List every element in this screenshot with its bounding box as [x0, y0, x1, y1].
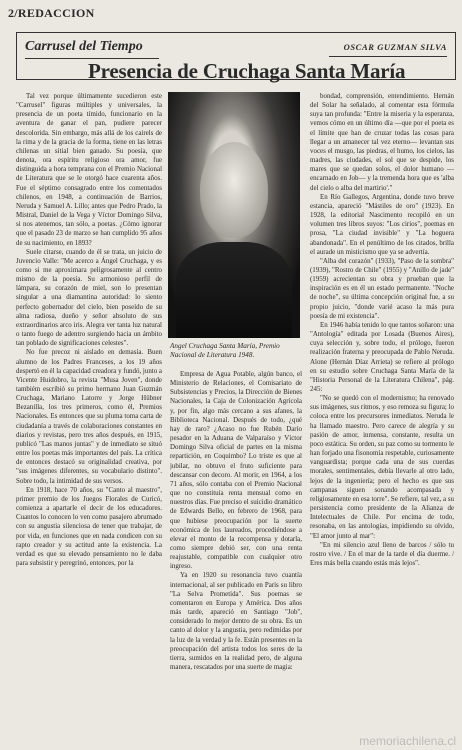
paragraph: En 1946 había tenido lo que tantos soñaron: una "Antología" editada por Losada (Buenos Aires), cuya selección y, sobre todo, el prólogo, fueron realización fraterna y preocupada de Pablo Neruda. Alone (Hernán Díaz Arrieta) se refiere al prólogo en su estudio sobre Cruchaga Santa María de la "Historia Personal de la Literatura Chilena", pág. 245: — [310, 320, 454, 393]
author-byline: OSCAR GUZMAN SILVA — [343, 42, 447, 52]
paragraph: En Río Gallegos, Argentina, donde tuvo breve estancia, apareció "Mástiles de oro" (1923). En 1928, la editorial Nascimento recopiló en un volumen tres libros suyos: "Los cirios", poemas en prosa, "La ciudad invisible" y "La hoguera abandonada". En el penúltimo de los citados, brilla el aurade un misticismo que ya se advertía. — [310, 192, 454, 256]
watermark: memoriachilena.cl — [359, 734, 456, 748]
paragraph: "No se quedó con el modernismo; ha renovado sus imágenes, sus ritmos, y eso remoza su figura; lo coloca entre los precursores inmediatos. Neruda le ha llamado maestro. Pero carece de alegría y su pasión de amor, inmensa, constante, resulta un poco estática. Su orden, su paz como su tormento le han forjado una fisonomía respetable, curiosamente vanguardista; porque cada una de sus cuerdas morales, sentimentales, debía llevarle al otro lado, lejos de la ingeniería; pero el hecho es que sus campanas siguen sonando acompasada y religiosamente en esa torre". Se refiere, tal vez, a su persistencia como presidente de la Alianza de Intelectuales de Chile. Por encima de todo, resonaba, en las antologías, impidiendo su olvido, "El amor junto al mar": — [310, 394, 454, 540]
paragraph: Tal vez porque últimamente sucedieron este "Carrusel" figuras múltiples y universales, la presencia de un poeta tímido, funcionario en la aventura de ganar el pan, pudiere parecer descolorida. Sin embargo, más allá de los cairels de la rima y de la gracia de la forma, tiene en las letras chilenas un sitial bien ganado. Su poesía, que denota, ora espíritu religioso ora amor, fue distinguida a hora temprana con el Premio Nacional de Literatura que se le otorgó hace cuarenta años. Fue el séptimo consagrado entre los comentados chilenos, en 1948, a continuación de Barrios, Neruda y Samuel A. Lillo; antes que Pedro Prado, la Mistral, Daniel de la Vega y Víctor Domingo Silva, si nos atenemos, tan sólo, a poetas. ¿Cómo ignorar que el pasado 23 de marzo se han cumplido 95 años de su nacimiento, en 1893? — [16, 92, 162, 247]
article-column-1 — [16, 92, 162, 742]
paragraph: Empresa de Agua Potable, algún banco, el Ministerio de Relaciones, el Comisariato de Subsistencias y Precios, la Dirección de Bienes Nacionales, la Caja de Colonización Agrícola y, por fin, algo más cercano a sus afanes, la Biblioteca Nacional. Después de todo, ¿qué hay de raro? ¿Acaso no fue Rubén Darío pesador en la Aduana de Valparaíso y Víctor Domingo Silva oficial de partes en la misma repartición, en Coquimbo? Lo triste es que al jubilar, no obtuvo el fruto suficiente para descansar con decoro. Al morir, en 1964, a los 71 años, sólo contaba con el Premio Nacional que no constituía renta mensual como en nuestros días. Fue preciso el suicidio dramático de Edwards Bello, en febrero de 1968, para que hubiese preocupación por la suerte económica de los laureados, procediéndose a elevar el monto de la recompensa y dotarla, como siempre debió ser, con una renta reajustable, compatible con cualquier otro ingreso. — [170, 370, 302, 571]
article-column-3 — [310, 92, 454, 742]
photo-caption: Angel Cruchaga Santa María, Premio Nacional de Literatura 1948. — [170, 342, 280, 359]
article-column-2 — [170, 370, 302, 742]
paragraph: "En mi silencio azul lleno de barcos / sólo tu rostro vive. / En el mar de la tarde el día duerme. / Eres más bella cuando estás más lejos". — [310, 540, 454, 567]
column-kicker: Carrusel del Tiempo — [25, 39, 143, 54]
paragraph: En 1918, hace 70 años, su "Canto al maestro", primer premio de los Juegos Florales de Curicó, comienza a apartarle el decir de los educadores. Cuantos lo conocen lo ven como pasajero abrumado con su angustia silenciosa de tener que trabajar, de por vida, en funciones que en nada condicen con su rapto creador y su actitud ante la existencia. La verdad es que su elevado pensamiento no le daba para subsistir y peregrinó, entonces, por la — [16, 485, 162, 567]
section-header: 2/REDACCION — [8, 6, 95, 20]
byline-underline — [329, 56, 447, 57]
portrait-coat — [176, 242, 292, 338]
article-title: Presencia de Cruchaga Santa María — [88, 59, 406, 83]
portrait-face — [200, 142, 268, 238]
paragraph: "Alba del corazón" (1933), "Paso de la sombra" (1939), "Rostro de Chile" (1955) y "Anillo de jade" (1959) acrecientan su obra y prueban que la inspiración es en él un estado permanente. "Noche de noche", su última concepción original fue, a su propio juicio, "donde varié acaso la más pura poesía de mi existencia". — [310, 256, 454, 320]
paragraph: Suele citarse, cuando de él se trata, un juicio de Juvencio Valle: "Me acerco a Ángel Cruchaga, y es como si me aproximara peligrosamente al centro mismo de la poesía. Su armonioso perfil de lámpara, su corazón de miel, son lo presentan singular a una diamantina autoridad: lo siento perfecto gobernador del cielo, bien poseído de su alma radiosa, dueño y señor absoluto de sus extraordinarios arco iris. Alegra ver tanta luz natural o tanto fuego de adentro surgiendo hacia un ámbito tan poblado de significaciones celestes". — [16, 247, 162, 348]
portrait-photo — [168, 92, 300, 338]
paragraph: Ya en 1920 su resonancia tuvo cuantía internacional, al ser publicado en París su libro "La Selva Prometida". Sus poemas se comentaron en Europa y América. Dos años más tarde, apareció en Santiago "Job", considerado lo mejor dentro de su obra. Es un canto al dolor y la angustia, pero redimidas por la luz de la verdad y la fe. Están presentes en la preocupación del artista todos los seres de la tierra, sumidos en la realidad pero, de alguna manera, rescatados por una suerte de magia: — [170, 571, 302, 671]
paragraph: No fue precoz ni aislado en demasía. Buen alumno de los Padres Franceses, a los 19 años despertó en él la capacidad creadora y fundó, junto a Vicente Huidobro, la revista "Musa Joven", donde tambiém escribió su primo hermano Juan Guzmán Cruchaga, Mariano Latorre y Jorge Hübner Bezanilla, los tres primeros, como él, Premios Nacionales. Es entonces que su pluma toma carta de ciudadanía a través de colaboraciones constantes en diarios y revistas, pero tres años después, en 1915, publicó "Las manos juntas" y de inmediato se situó entre los poetas más importantes del país. La crítica de entonces destacó su originalidad creativa, por "sus imágenes diferentes, su vocabulario distinto". Sobre todo, la intimidad de sus versos. — [16, 348, 162, 485]
paragraph: bondad, comprensión, entendimiento. Hernán del Solar ha señalado, al comentar esta fórmula suya tan profunda: "Entre la miseria y la esperanza, vemos cómo en un último día —que por el poeta es el límite que han de cruzar todas las cosas para llegar a un amanecer tal vez eterno— levantan sus voces el musgo, las piedras, el humo, los cielos, las madres, las ciudades, el sol que se despide, los mares que se quedan solos, el dolor humano —encarnado en Job— y la tremenda hora que es 'alba del cielo o alba del martirio'." — [310, 92, 454, 192]
